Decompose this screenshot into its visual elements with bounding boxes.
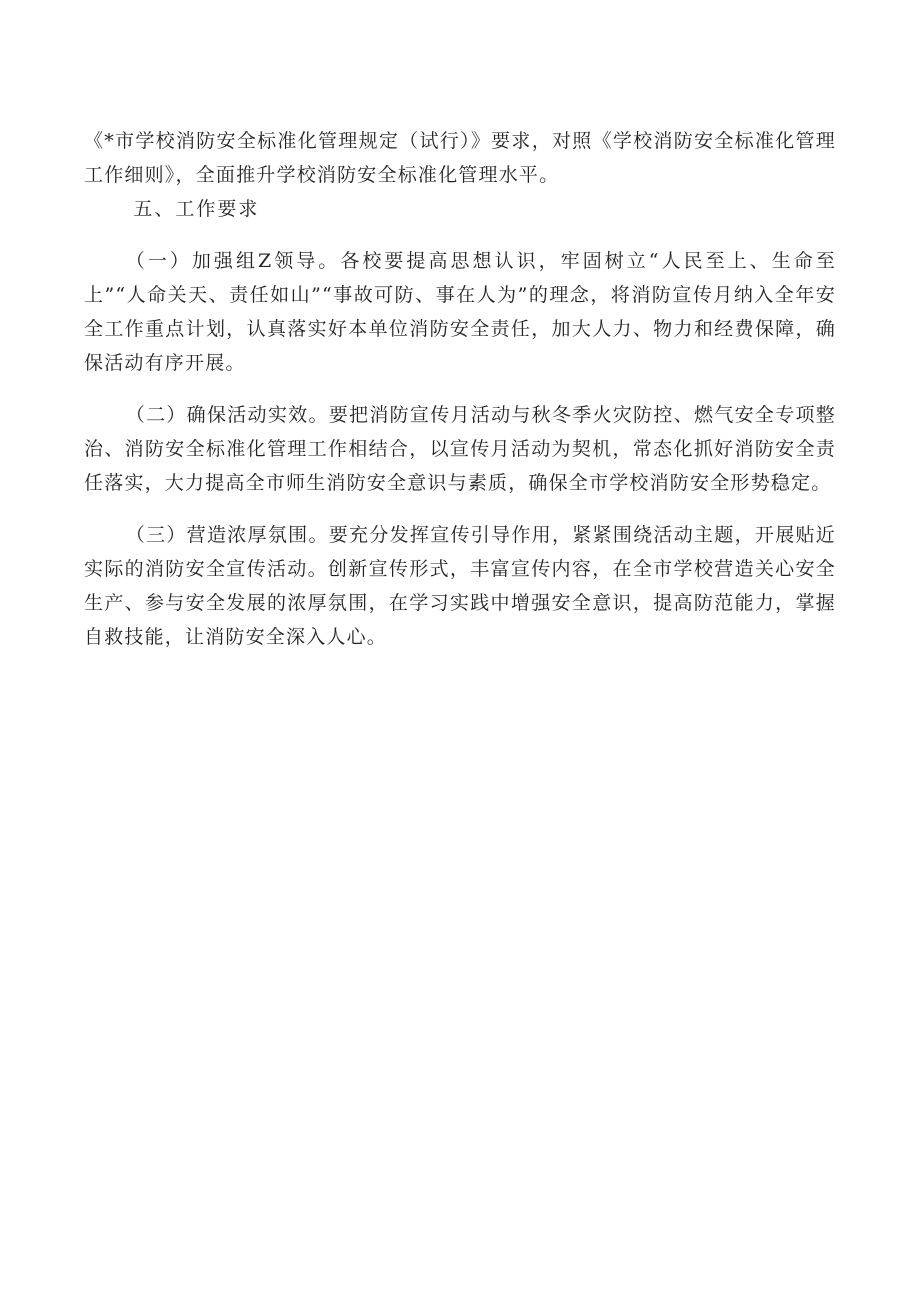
paragraph-ensure-effectiveness: （二）确保活动实效。要把消防宣传月活动与秋冬季火灾防控、燃气安全专项整治、消防安全标准化管理工作相结合，以宣传月活动为契机，常态化抓好消防安全责任落实，大力提高全市师生消防安全意识与素质，确保全市学校消防安全形势稳定。 (84, 404, 836, 494)
section-heading-work-requirements: 五、工作要求 (133, 198, 260, 220)
paragraph-create-atmosphere: （三）营造浓厚氛围。要充分发挥宣传引导作用，紧紧围绕活动主题，开展贴近实际的消防安全宣传活动。创新宣传形式，丰富宣传内容，在全市学校营造关心安全生产、参与安全发展的浓厚氛围，在学习实践中增强安全意识，提高防范能力，掌握自救技能，让消防安全深入人心。 (84, 524, 836, 648)
paragraph-strengthen-leadership: （一）加强组Z领导。各校要提高思想认识，牢固树立“人民至上、生命至上”“人命关天、责任如山”“事故可防、事在人为”的理念，将消防宣传月纳入全年安全工作重点计划，认真落实好本单位消防安全责任，加大人力、物力和经费保障，确保活动有序开展。 (84, 250, 836, 374)
paragraph-continuation: 《*市学校消防安全标准化管理规定（试行）》要求，对照《学校消防安全标准化管理工作细则》，全面推升学校消防安全标准化管理水平。 (84, 130, 836, 186)
